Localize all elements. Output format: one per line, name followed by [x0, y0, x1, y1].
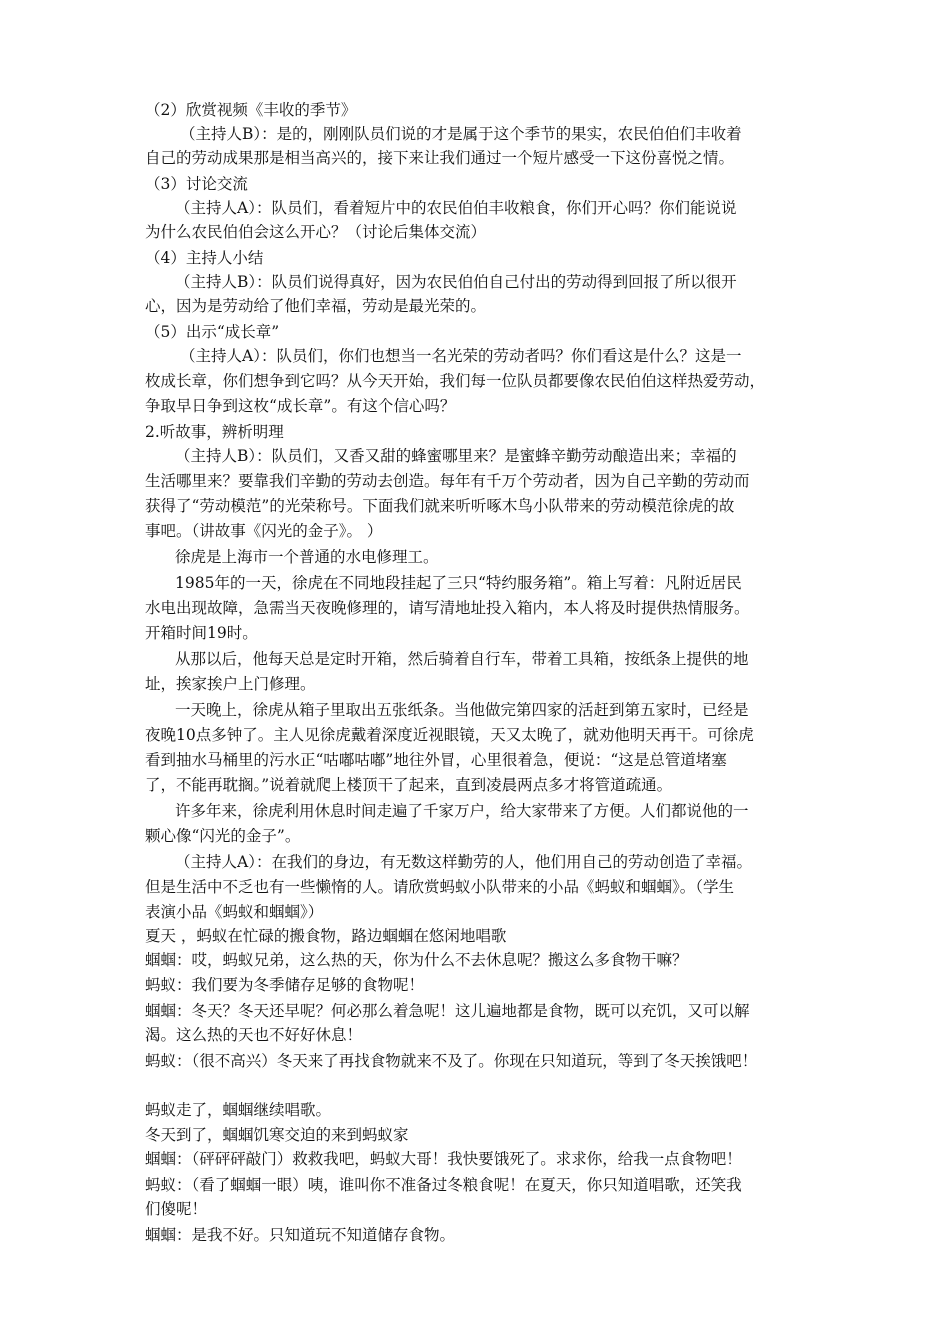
text-line: 争取早日争到这枚“成长章”。有这个信心吗？ [145, 397, 456, 415]
text-line: （主持人B）：是的，刚刚队员们说的才是属于这个季节的果实，农民伯伯们丰收着 [180, 125, 742, 143]
text-line: 蝈蝈：是我不好。只知道玩不知道储存食物。 [145, 1226, 456, 1244]
text-line: 从那以后，他每天总是定时开箱，然后骑着自行车，带着工具箱，按纸条上提供的地 [175, 650, 749, 668]
text-line: 自己的劳动成果那是相当高兴的，接下来让我们通过一个短片感受一下这份喜悦之情。 [145, 149, 735, 167]
text-line: （主持人A）：在我们的身边，有无数这样勤劳的人，他们用自己的劳动创造了幸福。 [175, 853, 752, 871]
text-line: （主持人B）：队员们，又香又甜的蜂蜜哪里来？是蜜蜂辛勤劳动酿造出来；幸福的 [175, 447, 737, 465]
text-line: 但是生活中不乏也有一些懒惰的人。请欣赏蚂蚁小队带来的小品《蚂蚁和蝈蝈》。（学生 [145, 878, 735, 896]
text-line: 开箱时间19时。 [145, 624, 258, 642]
text-line: 许多年来，徐虎利用休息时间走遍了千家万户，给大家带来了方便。人们都说他的一 [175, 802, 749, 820]
text-line: 蚂蚁走了，蝈蝈继续唱歌。 [145, 1101, 332, 1119]
text-line: 夜晚10点多钟了。主人见徐虎戴着深度近视眼镜，天又太晚了，就劝他明天再干。可徐虎 [145, 726, 754, 744]
text-line: 们傻呢！ [145, 1200, 208, 1218]
text-line: 水电出现故障，急需当天夜晚修理的，请写清地址投入箱内，本人将及时提供热情服务。 [145, 599, 750, 617]
text-line: （主持人A）：队员们，看着短片中的农民伯伯丰收粮食，你们开心吗？你们能说说 [175, 199, 737, 217]
text-line: 址，挨家挨户上门修理。 [145, 675, 316, 693]
text-line: （5）出示“成长章” [145, 323, 280, 341]
text-line: 为什么农民伯伯会这么开心？（讨论后集体交流） [145, 223, 487, 241]
text-line: 了，不能再耽搁。”说着就爬上楼顶干了起来，直到凌晨两点多才将管道疏通。 [145, 776, 673, 794]
text-line: （2）欣赏视频《丰收的季节》 [145, 101, 357, 119]
text-line: （主持人A）：队员们，你们也想当一名光荣的劳动者吗？你们看这是什么？这是一 [180, 347, 742, 365]
text-line: 1985年的一天，徐虎在不同地段挂起了三只“特约服务箱”。箱上写着：凡附近居民 [175, 574, 742, 592]
text-line: （主持人B）：队员们说得真好，因为农民伯伯自己付出的劳动得到回报了所以很开 [175, 273, 737, 291]
text-line: 徐虎是上海市一个普通的水电修理工。 [175, 548, 439, 566]
text-line: （4）主持人小结 [145, 249, 264, 267]
text-line: 蝈蝈：哎，蚂蚁兄弟，这么热的天，你为什么不去休息呢？搬这么多食物干嘛？ [145, 951, 688, 969]
text-line: 枚成长章，你们想争到它吗？从今天开始，我们每一位队员都要像农民伯伯这样热爱劳动， [145, 372, 766, 390]
text-line: 表演小品《蚂蚁和蝈蝈》） [145, 903, 324, 921]
text-line: 蝈蝈：（砰砰砰敲门）救救我吧，蚂蚁大哥！我快要饿死了。求求你，给我一点食物吧！ [145, 1150, 742, 1168]
text-line: 事吧。（讲故事《闪光的金子》。 ） [145, 522, 383, 540]
text-line: 获得了“劳动模范”的光荣称号。下面我们就来听听啄木鸟小队带来的劳动模范徐虎的故 [145, 497, 735, 515]
text-line: 生活哪里来？要靠我们辛勤的劳动去创造。每年有千万个劳动者，因为自己辛勤的劳动而 [145, 472, 750, 490]
text-line: 冬天到了，蝈蝈饥寒交迫的来到蚂蚁家 [145, 1126, 409, 1144]
text-line: 蚂蚁：我们要为冬季储存足够的食物呢！ [145, 976, 425, 994]
text-line: 心，因为是劳动给了他们幸福，劳动是最光荣的。 [145, 297, 487, 315]
text-line: 颗心像“闪光的金子”。 [145, 827, 301, 845]
text-line: 夏天 ，蚂蚁在忙碌的搬食物，路边蝈蝈在悠闲地唱歌 [145, 927, 507, 945]
text-line: （3）讨论交流 [145, 175, 248, 193]
text-line: 2.听故事，辨析明理 [145, 423, 284, 441]
text-line: 蚂蚁：（很不高兴）冬天来了再找食物就来不及了。你现在只知道玩，等到了冬天挨饿吧！ [145, 1052, 758, 1070]
text-line: 渴。这么热的天也不好好休息！ [145, 1026, 363, 1044]
text-line: 看到抽水马桶里的污水正“咕嘟咕嘟”地往外冒，心里很着急，便说：“这是总管道堵塞 [145, 751, 727, 769]
text-line: 蝈蝈：冬天？冬天还早呢？何必那么着急呢！这儿遍地都是食物，既可以充饥，又可以解 [145, 1002, 750, 1020]
text-line: 一天晚上，徐虎从箱子里取出五张纸条。当他做完第四家的活赶到第五家时，已经是 [175, 701, 749, 719]
text-line: 蚂蚁：（看了蝈蝈一眼）咦，谁叫你不准备过冬粮食呢！在夏天，你只知道唱歌，还笑我 [145, 1176, 742, 1194]
